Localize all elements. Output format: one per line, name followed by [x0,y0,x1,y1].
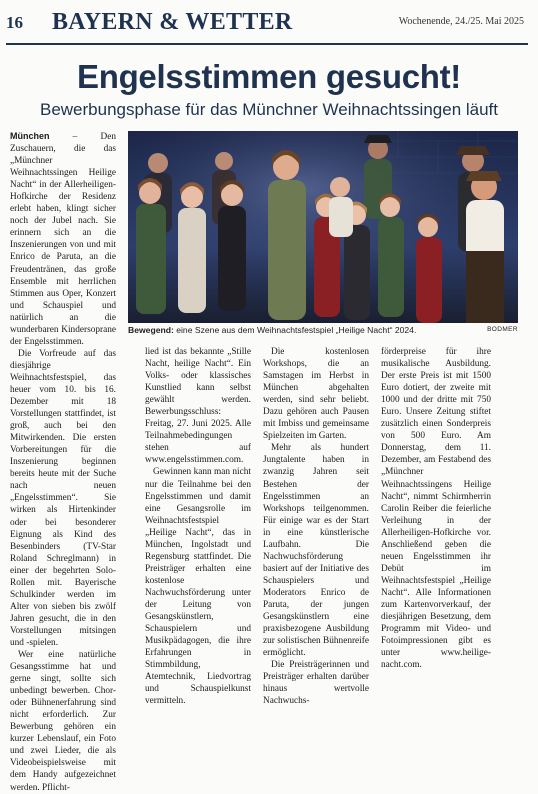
caption-text: eine Szene aus dem Weihnachtsfestspiel „Heilige Nacht“ 2024. [173,325,417,335]
paragraph: Mehr als hundert Jungtalente haben in zwanzig Jahren seit Bestehen der Engelsstimmen an Workshops teilgenommen. Für einige war es der Start in eine künstlerische Laufbahn. Die Nachwuchsförderung basiert auf der Initiative des Schauspielers und Moderators Enrico de Paruta, der jungen Gesangskünstlern eine praxisbezogene Ausbildung zur solistischen Bühnenreife ermöglicht. [263,443,369,659]
photo-credit: BODMER [487,326,518,333]
article-column-3 [263,346,369,707]
paragraph: Wer eine natürliche Gesangsstimme hat und gerne singt, sollte sich unbedingt bewerben. Chor- oder Bühnenerfahrung sind nicht erforderlich. Zur Bewerbung gehören ein kurzer Lebenslauf, ein Foto und zwei Lieder, die als Videobeispielsweise mit dem Handy aufgezeichnet werden. Pflicht- [10,650,116,793]
header-rule [6,43,528,45]
caption-lead: Bewegend: [128,325,174,335]
article-column-4 [381,346,491,671]
paragraph: Die Preisträgerinnen und Preisträger erhalten darüber hinaus wertvolle Nachwuchs- [263,660,369,707]
page-number: 16 [6,13,23,32]
page-header [0,0,538,44]
paragraph: Die Vorfreude auf das diesjährige Weihnachtsfestspiel, das heuer vom 10. bis 16. Dezember mit 18 Vorstellungen stattfindet, ist groß, auch bei den Mitwirkenden. Die ersten Vorbereitungen für die Inszenierung beginnen bereits heute mit der Suche nach neuen „Engelsstimmen“. Sie wirken als Hirtenkinder oder bei besonderer Eignung als Kind des Besenbinders (TV-Star Roland Schreglmann) in einer der begehrten Solo-Rollen mit. Bayerische Schulkinder werden im Alter von sieben bis zwölf Jahren gesucht, die in den Vorstellungen mitsingen und -spielen. [10,348,116,648]
paragraph: förderpreise für ihre musikalische Ausbildung. Der erste Preis ist mit 1500 Euro dotiert, der zweite mit 1000 und der dritte mit 750 Euro. Unsere Zeitung stiftet zusätzlich einen Sonderpreis von 500 Euro. Am Donnerstag, dem 11. Dezember, am Festabend des „Münchner Weihnachtssingens Heilige Nacht“, nimmt Schirmherrin Carolin Reiber die feierliche Verleihung in der Allerheiligen-Hofkirche vor. Anschließend geben die neuen Engelsstimmen ihr Debüt im Weihnachtsfestspiel „Heilige Nacht“. Alle Informationen zum Kartenvorverkauf, der diesjährigen Besetzung, dem Programm mit Video- und Fotoimpressionen gibt es unter www.heilige-nacht.com. [381,347,491,671]
paragraph: München – Den Zuschauern, die das „Münchner Weihnachtssingen Heilige Nacht“ in der Allerheiligen-Hofkirche der Residenz erlebt haben, klingt sicher noch der Jubel nach. Sie erinnern sich an die Inszenierungen von und mit Enrico de Paruta, an die Freudentränen, das große Ensemble mit herrlichen Stimmen aus Oper, Konzert und Schauspiel und natürlich an die wunderbaren Kindersoprane der Engelsstimmen. [10,131,116,347]
issue-date: Wochenende, 24./25. Mai 2025 [398,16,524,27]
headline: Engelsstimmen gesucht! [77,58,461,95]
paragraph: lied ist das bekannte „Stille Nacht, heilige Nacht“. Ein Volks- oder klassisches Kunstlied kann selbst gewählt werden. Bewerbungsschluss: Freitag, 27. Juni 2025. Alle Teilnahmebedingungen stehen auf www.engelsstimmen.com. [145,347,251,466]
article-column-2 [145,346,251,707]
article-column-1 [10,130,116,794]
section-title: BAYERN & WETTER [52,9,293,35]
stage-photo [128,131,518,323]
dateline: München [10,131,50,141]
photo-caption [128,325,518,335]
subheadline: Bewerbungsphase für das Münchner Weihnachtssingen läuft [39,100,499,119]
paragraph: Die kostenlosen Workshops, die an Samstagen im Herbst in München abgehalten werden, sind sehr beliebt. Dazu gehören auch Pausen mit Imbiss und gemeinsame Spielzeiten im Garten. [263,347,369,442]
paragraph: Gewinnen kann man nicht nur die Teilnahme bei den Engelsstimmen und damit eine Gesangsrolle im Weihnachtsfestspiel „Heilige Nacht“, das in München, Ingolstadt und Regensburg stattfindet. Die Preisträger erhalten eine kostenlose Nachwuchsförderung unter der Leitung von Gesangskünstlern, Schauspielern und Musikpädagogen, die ihre Erfahrungen in Stimmbildung, Atemtechnik, Liedvortrag und Schauspielkunst vermitteln. [145,467,251,707]
